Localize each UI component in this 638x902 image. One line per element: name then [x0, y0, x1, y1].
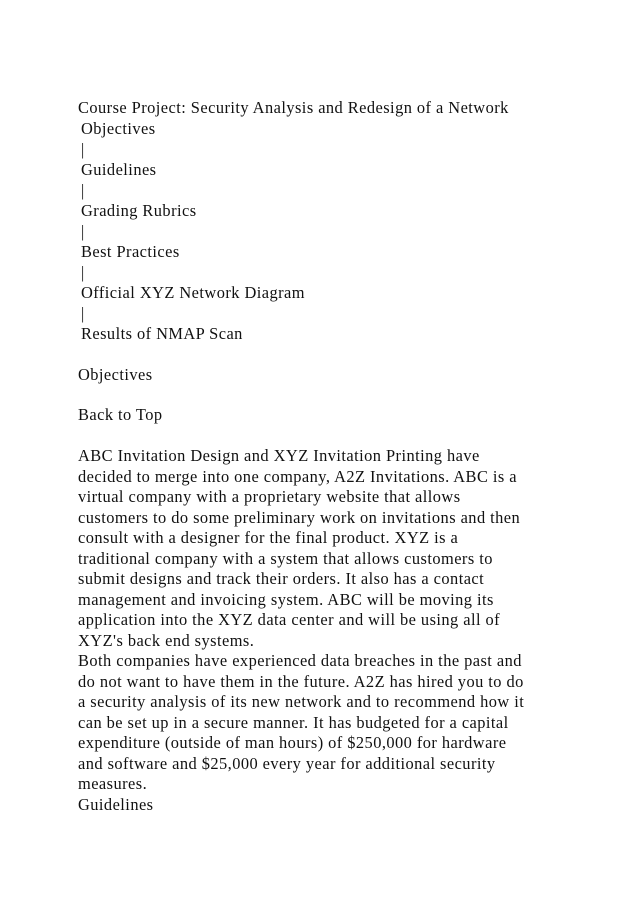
paragraph-line: customers to do some preliminary work on invitations and then [78, 508, 521, 527]
nav-link-objectives[interactable]: Objectives [81, 119, 156, 138]
nav-link-guidelines[interactable]: Guidelines [81, 160, 157, 179]
nav-separator: | [81, 263, 85, 282]
paragraph-line: submit designs and track their orders. It also has a contact [78, 569, 485, 588]
paragraph-line: measures. [78, 774, 148, 793]
paragraph-line: a security analysis of its new network and to recommend how it [78, 692, 525, 711]
nav-separator: | [81, 222, 85, 241]
paragraph-line: virtual company with a proprietary website that allows [78, 487, 461, 506]
nav-link-network-diagram[interactable]: Official XYZ Network Diagram [81, 283, 305, 302]
section-heading-guidelines: Guidelines [78, 795, 154, 814]
paragraph-line: do not want to have them in the future. A2Z has hired you to do [78, 672, 524, 691]
section-heading-objectives: Objectives [78, 365, 153, 384]
back-to-top-link[interactable]: Back to Top [78, 405, 163, 424]
paragraph-line: application into the XYZ data center and will be using all of [78, 610, 501, 629]
paragraph-line: ABC Invitation Design and XYZ Invitation Printing have [78, 446, 480, 465]
document-title: Course Project: Security Analysis and Redesign of a Network [78, 98, 509, 117]
paragraph-line: can be set up in a secure manner. It has budgeted for a capital [78, 713, 509, 732]
paragraph-line: Both companies have experienced data breaches in the past and [78, 651, 522, 670]
paragraph-line: XYZ's back end systems. [78, 631, 255, 650]
paragraph-line: consult with a designer for the final product. XYZ is a [78, 528, 459, 547]
paragraph-line: and software and $25,000 every year for additional security [78, 754, 496, 773]
paragraph-line: decided to merge into one company, A2Z Invitations. ABC is a [78, 467, 517, 486]
nav-link-nmap-results[interactable]: Results of NMAP Scan [81, 324, 243, 343]
paragraph-line: management and invoicing system. ABC will be moving its [78, 590, 494, 609]
nav-link-grading-rubrics[interactable]: Grading Rubrics [81, 201, 197, 220]
nav-separator: | [81, 304, 85, 323]
nav-link-best-practices[interactable]: Best Practices [81, 242, 180, 261]
nav-separator: | [81, 140, 85, 159]
paragraph-line: expenditure (outside of man hours) of $250,000 for hardware [78, 733, 507, 752]
paragraph-line: traditional company with a system that allows customers to [78, 549, 493, 568]
nav-separator: | [81, 181, 85, 200]
